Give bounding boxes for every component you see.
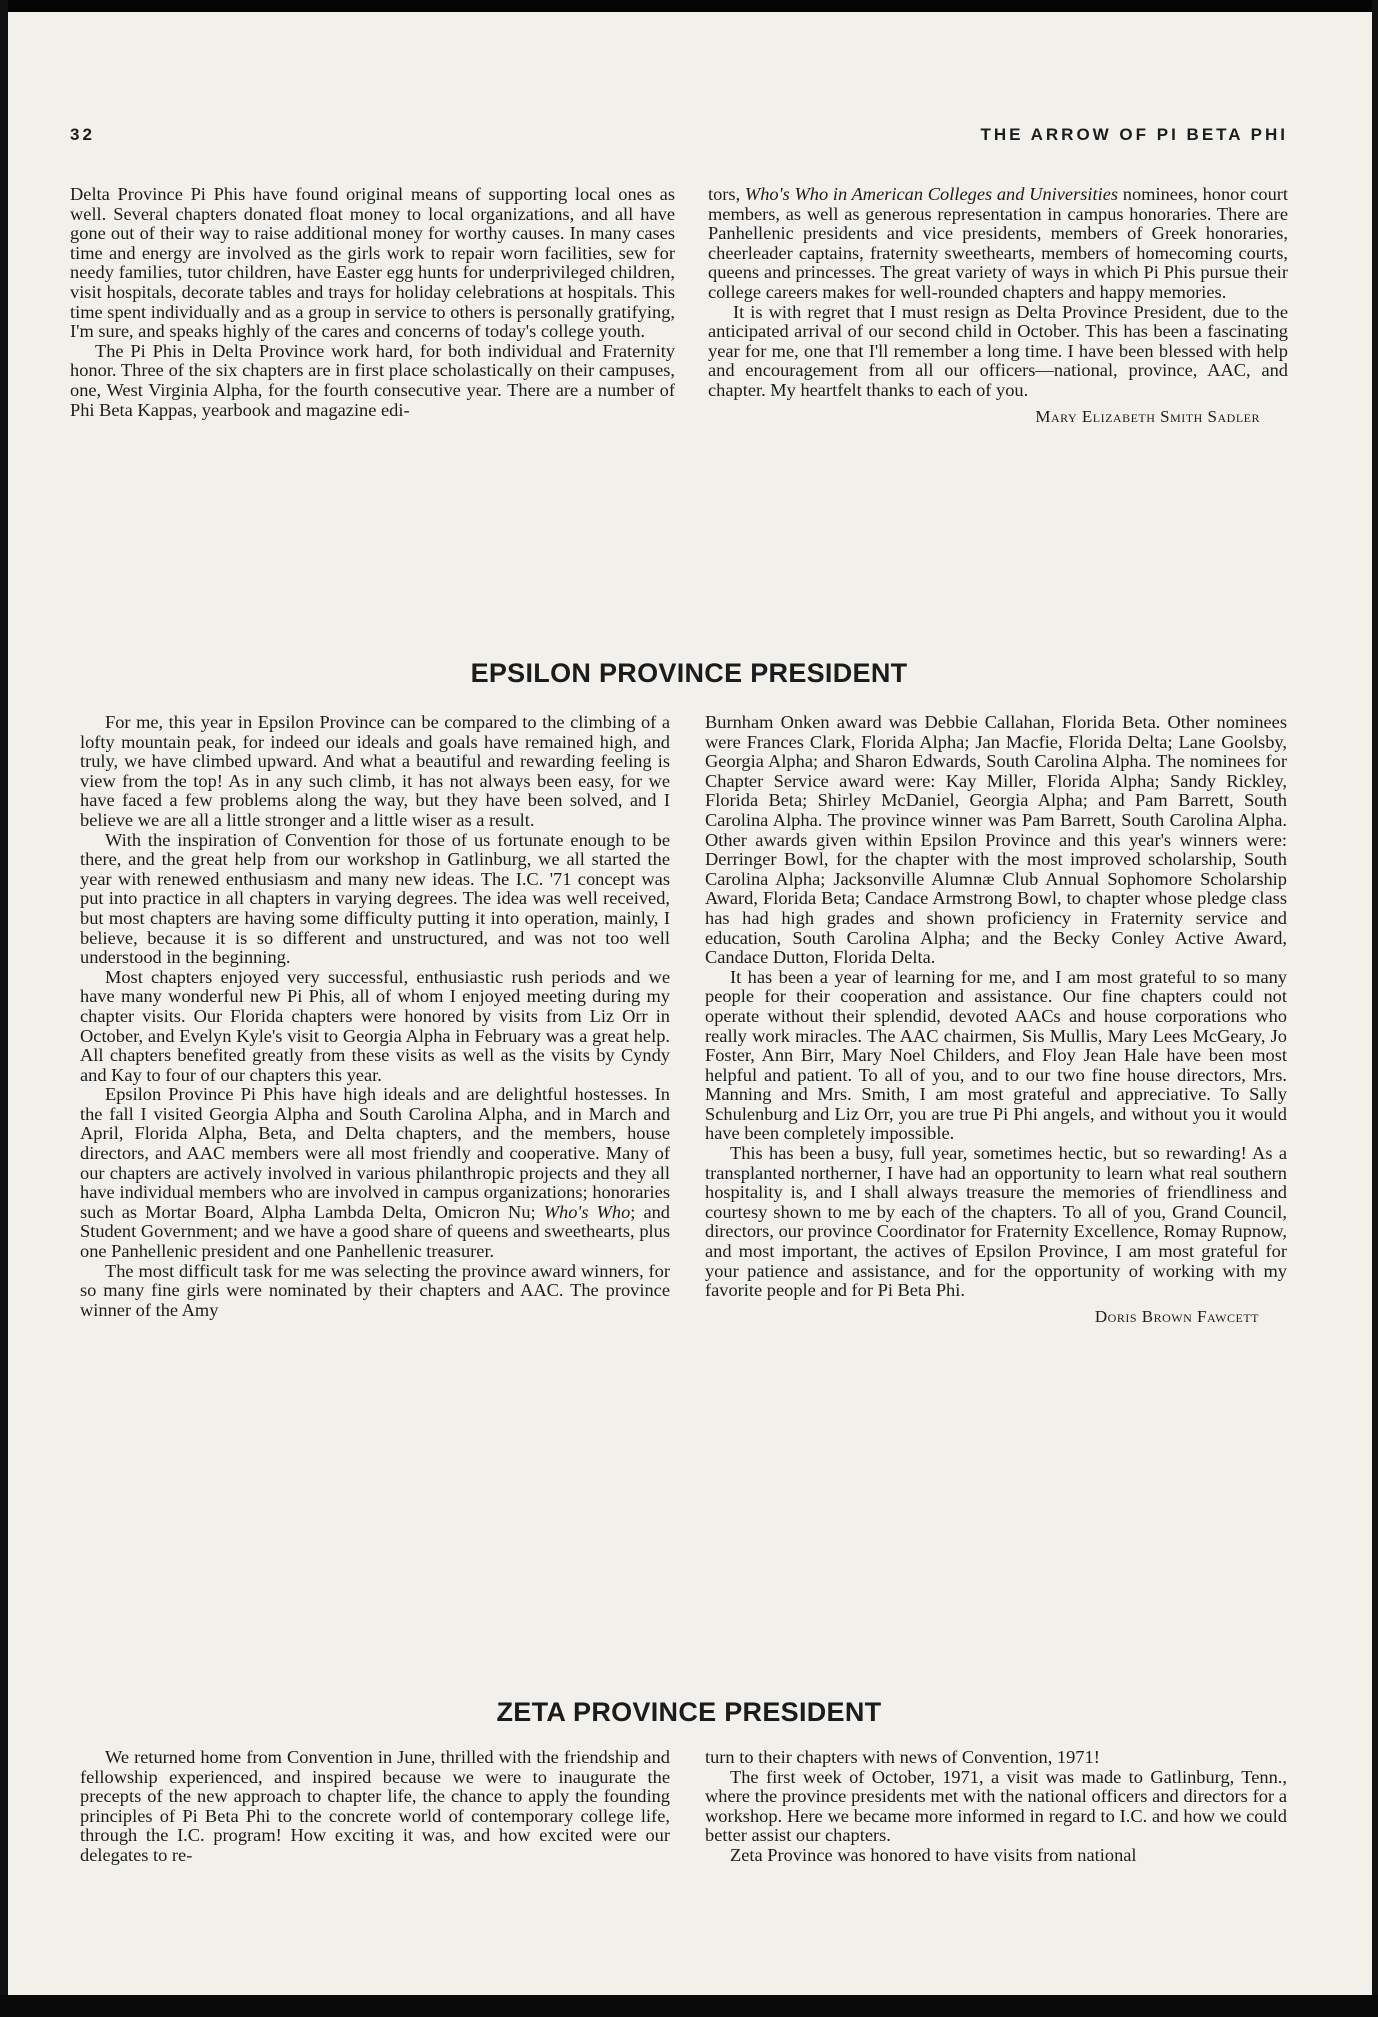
paragraph: Most chapters enjoyed very successful, enthusiastic rush periods and we have many wonderful new Pi Phis, all of whom I enjoyed meeting during my chapter visits. Our Florida chapters were honored by visits from Liz Orr in October, and Evelyn Kyle's visit to Georgia Alpha in February was a great help. All chapters benefited greatly from these visits as well as the visits by Cyndy and Kay to four of our chapters this year. xyxy=(80,966,670,1085)
zeta-column-right xyxy=(705,1748,1287,1866)
page-number: 32 xyxy=(70,125,95,144)
paragraph: We returned home from Convention in June, thrilled with the friendship and fellowship experienced, and inspired because we were to inaugurate the precepts of the new approach to chapter life, the chance to apply the founding principles of Pi Beta Phi to the concrete world of contemporary college life, through the I.C. program! How exciting it was, and how excited were our delegates to re- xyxy=(80,1747,670,1865)
paragraph: For me, this year in Epsilon Province can be compared to the climbing of a lofty mountain peak, for indeed our ideals and goals have remained high, and truly, we have climbed upward. And what a beautiful and rewarding feeling is view from the top! As in any such climb, it has not always been easy, for we have faced a few problems along the way, but they have been solved, and I believe we are all a little stronger and a little wiser as a result. xyxy=(80,712,670,830)
italic-title: Who's Who in American Colleges and Universities xyxy=(744,184,1119,204)
paragraph: turn to their chapters with news of Convention, 1971! xyxy=(705,1747,1100,1767)
paragraph: Zeta Province was honored to have visits from national xyxy=(730,1844,1137,1865)
paragraph: Burnham Onken award was Debbie Callahan, Florida Beta. Other nominees were Frances Clark, Florida Alpha; Jan Macfie, Florida Delta; Lane Goolsby, Georgia Alpha; and Sharon Edwards, South Carolina Alpha. The nominees for Chapter Service award were: Kay Miller, Florida Alpha; Sandy Rickley, Florida Beta; Shirley McDaniel, Georgia Alpha; and Pam Barrett, South Carolina Alpha. The province winner was Pam Barrett, South Carolina Alpha. Other awards given within Epsilon Province and this year's winners were: Derringer Bowl, for the chapter with the most improved scholarship, South Carolina Alpha; Jacksonville Alumnæ Club Annual Sophomore Scholarship Award, Florida Beta; Candace Armstrong Bowl, to chapter whose pledge class has had high grades and shown proficiency in Fraternity service and education, South Carolina Alpha; and the Becky Conley Active Award, Candace Dutton, Florida Delta. xyxy=(705,712,1287,968)
epsilon-column-right xyxy=(705,713,1287,1326)
paragraph: The most difficult task for me was selecting the province award winners, for so many fine girls were nominated by their chapters and AAC. The province winner of the Amy xyxy=(80,1260,670,1320)
italic-title: Who's Who xyxy=(543,1201,631,1222)
paragraph: It has been a year of learning for me, and I am most grateful to so many people for their cooperation and assistance. Our fine chapters could not operate without their splendid, devoted AACs and house corporations who really work miracles. The AAC chairmen, Sis Mullis, Mary Lees McGeary, Jo Foster, Ann Birr, Mary Noel Childers, and Floy Jean Hale have been most helpful and patient. To all of you, and to our two fine house directors, Mrs. Manning and Mrs. Smith, I am most grateful and appreciative. To Sally Schulenburg and Liz Orr, you are true Pi Phi angels, and without you it would have been completely impossible. xyxy=(705,966,1287,1144)
paragraph xyxy=(708,185,1288,303)
text-run: ; and Student Government; and we have a good share of queens and sweethearts, plus one Panhellenic president and one Panhellenic treasurer. xyxy=(80,1201,670,1262)
signature: Doris Brown Fawcett xyxy=(1094,1306,1259,1326)
paragraph: The first week of October, 1971, a visit was made to Gatlinburg, Tenn., where the province presidents met with the national officers and directors for a workshop. Here we became more informed in regard to I.C. and how we could better assist our chapters. xyxy=(705,1766,1287,1846)
journal-title: THE ARROW OF PI BETA PHI xyxy=(980,125,1288,144)
delta-column-left xyxy=(70,185,675,420)
paragraph xyxy=(80,1085,670,1261)
section-heading-epsilon: EPSILON PROVINCE PRESIDENT xyxy=(470,658,908,688)
delta-column-right xyxy=(708,185,1288,426)
text-run: Epsilon Province Pi Phis have high ideals and are delightful hostesses. In the fall I visited Georgia Alpha and South Carolina Alpha, and in March and April, Florida Alpha, Beta, and Delta chapters, and the members, house directors, and AAC members were all most friendly and cooperative. Many of our chapters are actively involved in various philanthropic projects and they all have individual members who are involved in campus organizations; honoraries such as Mortar Board, Alpha Lambda Delta, Omicron Nu; xyxy=(80,1084,670,1222)
scan-border-bottom xyxy=(0,1995,1378,2017)
scan-border-top xyxy=(0,0,1378,12)
paragraph: With the inspiration of Convention for those of us fortunate enough to be there, and the great help from our workshop in Gatlinburg, we all started the year with renewed enthusiasm and many new ideas. The I.C. '71 concept was put into practice in all chapters in varying degrees. The idea was well received, but most chapters are having some difficulty putting it into operation, mainly, I believe, because it is so different and unstructured, and was not too well understood in the beginning. xyxy=(80,829,670,968)
epsilon-column-left xyxy=(80,713,670,1320)
paragraph: Delta Province Pi Phis have found original means of supporting local ones as well. Several chapters donated float money to local organizations, and all have gone out of their way to raise additional money for worthy causes. In many cases time and energy are involved as the girls work to repair worn facilities, sew for needy families, tutor children, have Easter egg hunts for underprivileged children, visit hospitals, decorate tables and trays for holiday celebrations at hospitals. This time spent individually and as a group in service to others is personally gratifying, I'm sure, and speaks highly of the cares and concerns of today's college youth. xyxy=(70,184,675,342)
text-run: tors, xyxy=(708,184,741,204)
paragraph: It is with regret that I must resign as Delta Province President, due to the anticipated arrival of our second child in October. This has been a fascinating year for me, one that I'll remember a long time. I have been blessed with help and encouragement from all our officers—national, province, AAC, and chapter. My heartfelt thanks to each of you. xyxy=(708,301,1288,400)
signature: Mary Elizabeth Smith Sadler xyxy=(1035,406,1260,426)
text-run: nominees, honor court members, as well as generous representation in campus honoraries. There are Panhellenic presidents and vice presidents, members of Greek honoraries, cheerleader captains, fraternity sweethearts, members of homecoming courts, queens and princesses. The great variety of ways in which Pi Phis pursue their college careers makes for well-rounded chapters and happy memories. xyxy=(708,184,1288,302)
zeta-column-left xyxy=(80,1748,670,1866)
paragraph: This has been a busy, full year, sometimes hectic, but so rewarding! As a transplanted northerner, I have had an opportunity to learn what real southern hospitality is, and I shall always treasure the memories of friendliness and courtesy shown to me by each of the chapters. To all of you, Grand Council, directors, our province Coordinator for Fraternity Excellence, Romay Rupnow, and most important, the actives of Epsilon Province, I am most grateful for your patience and assistance, and for the opportunity of working with my favorite people and for Pi Beta Phi. xyxy=(705,1143,1287,1301)
paragraph: The Pi Phis in Delta Province work hard, for both individual and Fraternity honor. Three of the six chapters are in first place scholastically on their campuses, one, West Virginia Alpha, for the fourth consecutive year. There are a number of Phi Beta Kappas, yearbook and magazine edi- xyxy=(70,340,675,420)
section-heading-zeta: ZETA PROVINCE PRESIDENT xyxy=(496,1697,882,1727)
